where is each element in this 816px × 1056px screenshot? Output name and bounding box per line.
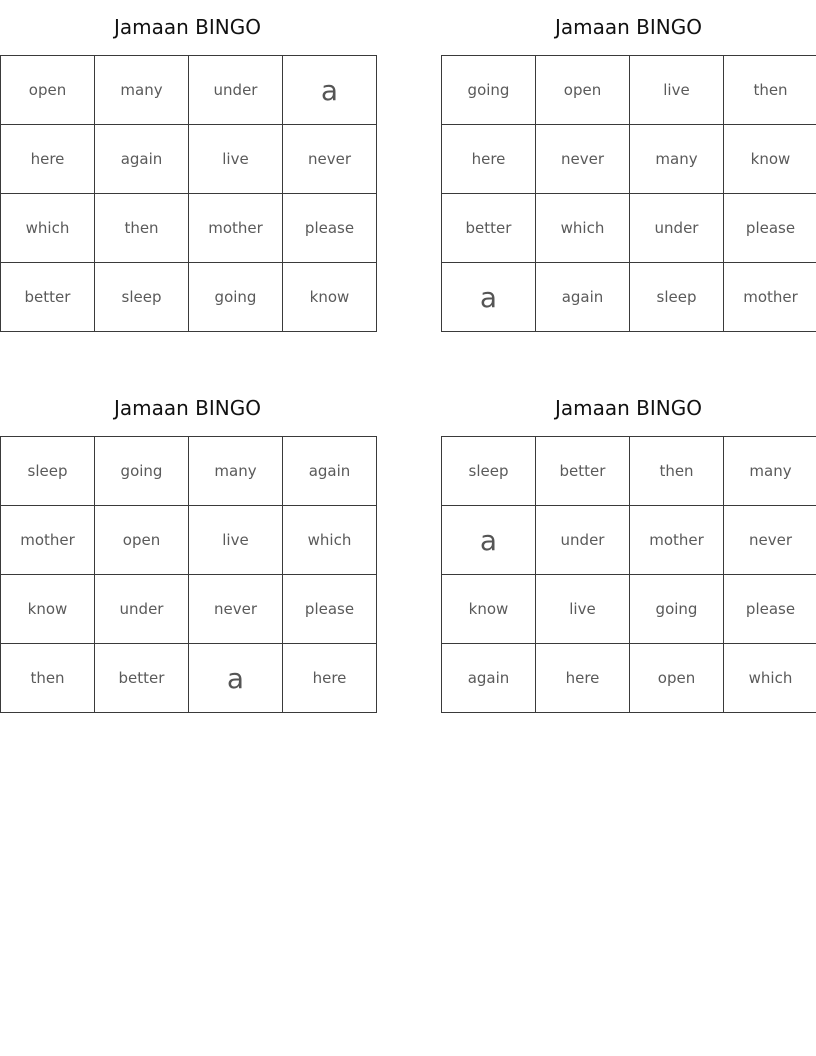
grid-cell: then [630, 437, 724, 506]
grid-row [442, 506, 816, 575]
bingo-grid [0, 55, 377, 332]
grid-cell: live [189, 506, 283, 575]
grid-row [442, 194, 816, 263]
grid-cell: never [283, 125, 377, 194]
grid-cell: going [630, 575, 724, 644]
bingo-card-3 [0, 393, 375, 713]
grid-cell: under [189, 56, 283, 125]
bingo-grid [0, 436, 377, 713]
grid-cell: please [724, 575, 816, 644]
grid-cell: better [442, 194, 536, 263]
grid-row [442, 263, 816, 332]
grid-row [1, 575, 377, 644]
grid-cell: open [630, 644, 724, 713]
grid-cell: which [724, 644, 816, 713]
grid-cell: live [630, 56, 724, 125]
grid-row [1, 56, 377, 125]
grid-row [442, 437, 816, 506]
grid-cell: mother [189, 194, 283, 263]
grid-row [1, 125, 377, 194]
grid-cell: which [536, 194, 630, 263]
grid-cell: a [442, 506, 536, 575]
card-title: Jamaan BINGO [113, 15, 261, 39]
grid-cell: again [442, 644, 536, 713]
grid-cell: please [283, 194, 377, 263]
grid-cell: better [1, 263, 95, 332]
grid-cell: mother [1, 506, 95, 575]
grid-cell: then [724, 56, 816, 125]
grid-cell: never [724, 506, 816, 575]
grid-cell: a [442, 263, 536, 332]
grid-cell: here [442, 125, 536, 194]
grid-cell: many [95, 56, 189, 125]
grid-cell: under [630, 194, 724, 263]
grid-row [1, 644, 377, 713]
grid-cell: a [283, 56, 377, 125]
grid-row [442, 644, 816, 713]
card-title: Jamaan BINGO [113, 396, 261, 420]
grid-cell: open [536, 56, 630, 125]
grid-row [1, 506, 377, 575]
grid-row [442, 575, 816, 644]
grid-cell: here [536, 644, 630, 713]
grid-cell: here [1, 125, 95, 194]
grid-cell: better [536, 437, 630, 506]
grid-cell: never [189, 575, 283, 644]
grid-cell: then [95, 194, 189, 263]
grid-row [442, 125, 816, 194]
grid-cell: going [442, 56, 536, 125]
bingo-grid [441, 55, 816, 332]
grid-cell: again [283, 437, 377, 506]
grid-cell: live [536, 575, 630, 644]
grid-cell: under [536, 506, 630, 575]
grid-cell: a [189, 644, 283, 713]
grid-cell: know [283, 263, 377, 332]
grid-cell: many [724, 437, 816, 506]
grid-cell: which [1, 194, 95, 263]
grid-cell: better [95, 644, 189, 713]
grid-cell: open [1, 56, 95, 125]
grid-row [1, 194, 377, 263]
grid-cell: sleep [630, 263, 724, 332]
grid-cell: again [536, 263, 630, 332]
bingo-grid [441, 436, 816, 713]
grid-row [1, 437, 377, 506]
grid-cell: which [283, 506, 377, 575]
bingo-card-2 [441, 12, 816, 332]
grid-cell: know [1, 575, 95, 644]
grid-cell: going [95, 437, 189, 506]
grid-cell: never [536, 125, 630, 194]
grid-cell: mother [630, 506, 724, 575]
bingo-card-4 [441, 393, 816, 713]
card-title: Jamaan BINGO [554, 396, 702, 420]
grid-cell: going [189, 263, 283, 332]
grid-cell: please [283, 575, 377, 644]
grid-cell: here [283, 644, 377, 713]
grid-cell: then [1, 644, 95, 713]
card-title: Jamaan BINGO [554, 15, 702, 39]
grid-cell: know [442, 575, 536, 644]
grid-cell: many [630, 125, 724, 194]
grid-cell: know [724, 125, 816, 194]
grid-cell: sleep [442, 437, 536, 506]
grid-cell: mother [724, 263, 816, 332]
bingo-card-1 [0, 12, 375, 332]
grid-row [1, 263, 377, 332]
grid-cell: open [95, 506, 189, 575]
grid-cell: many [189, 437, 283, 506]
grid-cell: again [95, 125, 189, 194]
grid-cell: sleep [95, 263, 189, 332]
grid-cell: under [95, 575, 189, 644]
grid-cell: please [724, 194, 816, 263]
grid-cell: sleep [1, 437, 95, 506]
grid-cell: live [189, 125, 283, 194]
grid-row [442, 56, 816, 125]
